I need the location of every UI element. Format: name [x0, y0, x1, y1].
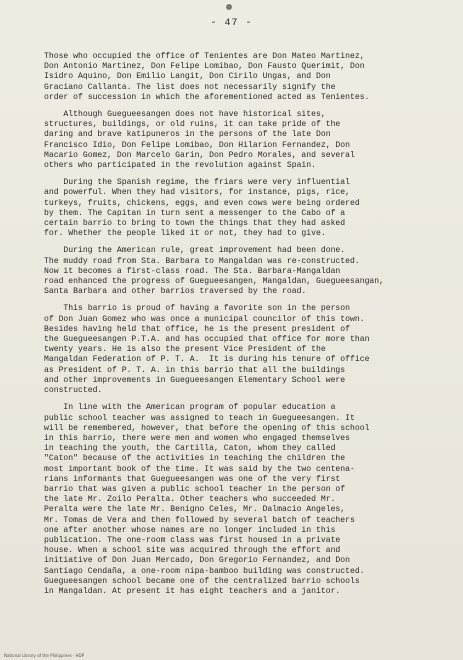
text-line: in Mangaldan. At present it has eight teachers and a janitor. — [44, 586, 341, 596]
text-line: others who participated in the revolution against Spain. — [44, 161, 316, 171]
paragraph — [44, 52, 436, 103]
text-line: Isidro Aquino, Don Emilio Langit, Don Cirilo Ungas, and Don — [44, 72, 331, 82]
text-line: the late Mr. Zoilo Peralta. Other teachers who succeeded Mr. — [44, 495, 336, 505]
text-line: Mangaldan Federation of P. T. A. It is during his tenure of office — [44, 355, 370, 365]
document-body — [44, 52, 436, 604]
text-line: twenty years. He is also the present Vice President of the — [44, 345, 326, 355]
paragraph — [44, 178, 436, 239]
text-line: constructed. — [44, 386, 103, 396]
text-line: This barrio is proud of having a favorite son in the person — [44, 304, 350, 314]
text-line: initiative of Don Juan Mercado, Don Gregorio Fernandez, and Don — [44, 556, 350, 566]
text-line: Graciano Callanta. The list does not necessarily signify the — [44, 82, 336, 92]
text-line: one after another whose names are no longer included in this — [44, 525, 336, 535]
punch-hole — [226, 4, 232, 10]
text-line: Guegueesangen school became one of the centralized barrio schools — [44, 576, 360, 586]
text-line: daring and brave katipuneros in the persons of the late Don — [44, 130, 331, 140]
paragraph — [44, 304, 436, 396]
text-line: order of succession in which the aforementioned acted as Tenientes. — [44, 92, 370, 102]
text-line: and powerful. When they had visitors, for instance, pigs, rice, — [44, 188, 350, 198]
text-line: turkeys, fruits, chickens, eggs, and even cows were being ordered — [44, 198, 360, 208]
text-line: structures, buildings, or old ruins, it can take pride of the — [44, 120, 341, 130]
text-line: by them. The Capitan in turn sent a messenger to the Cabo of a — [44, 208, 346, 218]
text-line: of Don Juan Gomez who was once a municipal councilor of this town. — [44, 314, 365, 324]
text-line: Mr. Tomas de Vera and then followed by several batch of teachers — [44, 515, 355, 525]
text-line: Don Antonio Martinez, Don Felipe Lomibao, Don Fausto Querimit, Don — [44, 62, 365, 72]
text-line: and other improvements in Guegueesangen Elementary School were — [44, 375, 346, 385]
text-line: road enhanced the progress of Guegueesangen, Mangaldan, Guegueesangan, — [44, 277, 384, 287]
text-line: in this barrio, there were men and women who engaged themselves — [44, 433, 350, 443]
text-line: Those who occupied the office of Tenientes are Don Mateo Martinez, — [44, 52, 365, 61]
text-line: house. When a school site was acquired through the effort and — [44, 546, 341, 556]
text-line: The muddy road from Sta. Barbara to Mangaldan was re-constructed. — [44, 256, 360, 266]
text-line: Besides having held that office, he is the present president of — [44, 324, 350, 334]
text-line: "Caton" because of the activities in teaching the children the — [44, 454, 346, 464]
paragraph — [44, 403, 436, 597]
text-line: rians informants that Guegueesangen was one of the very first — [44, 474, 341, 484]
text-line: publication. The one-room class was first housed in a private — [44, 535, 341, 545]
paragraph — [44, 110, 436, 171]
text-line: public school teacher was assigned to teach in Guegueesangen. It — [44, 413, 355, 423]
text-line: During the Spanish regime, the friars were very influential — [44, 178, 350, 188]
text-line: During the American rule, great improvement had been done. — [44, 246, 346, 256]
text-line: Francisco Idio, Don Felipe Lomibao, Don Hilarion Fernandez, Don — [44, 140, 350, 150]
text-line: certain barrio to bring to town the things that they had asked — [44, 219, 346, 229]
text-line: barrio that was given a public school teacher in the person of — [44, 484, 346, 494]
page-number: - 47 - — [210, 18, 253, 29]
text-line: for. Whether the people liked it or not, they had to give. — [44, 229, 326, 239]
text-line: in teaching the youth, the Cartilla, Caton, whom they called — [44, 444, 336, 454]
text-line: Macario Gomez, Don Marcelo Garin, Don Pedro Morales, and several — [44, 150, 355, 160]
scan-footer: National Library of the Philippines · HDP — [4, 653, 85, 658]
text-line: most important book of the time. It was said by the two centena- — [44, 464, 355, 474]
text-line: In line with the American program of popular education a — [44, 403, 336, 413]
text-line: Peralta were the late Mr. Benigno Celes, Mr. Dalmacio Angeles, — [44, 505, 346, 515]
text-line: Santiago Cendaña, a one-room nipa-bamboo building was constructed. — [44, 566, 365, 576]
text-line: will be remembered, however, that before the opening of this school — [44, 423, 370, 433]
text-line: Santa Barbara and other barrios traversed by the road. — [44, 287, 307, 297]
text-line: as President of P. T. A. in this barrio that all the buildings — [44, 365, 346, 375]
text-line: Although Guegueesangen does not have historical sites, — [44, 110, 326, 120]
text-line: Now it becomes a first-class road. The Sta. Barbara-Mangaldan — [44, 266, 341, 276]
paragraph — [44, 246, 436, 297]
text-line: the Guegueesangen P.T.A. and has occupied that office for more than — [44, 335, 370, 345]
